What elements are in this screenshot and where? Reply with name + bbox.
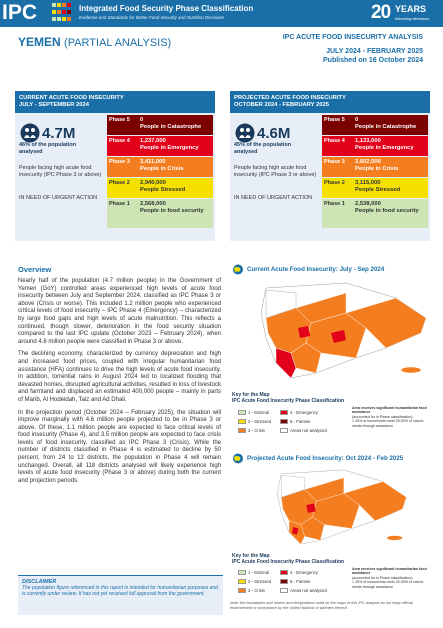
phase-label: Phase 5 — [107, 115, 137, 135]
phase-label: Phase 2 — [322, 178, 352, 198]
legend-item: 2 - Stressed — [238, 419, 271, 424]
people-icon — [235, 123, 255, 143]
legend-item: Areas not analyzed — [280, 428, 327, 433]
ipc-logo: IPC — [2, 1, 38, 24]
projected-map — [236, 466, 436, 552]
header-subtitle: Evidence and Standards for Better Food Security and Nutrition Decisions — [79, 15, 225, 20]
projected-total: 4.6M — [257, 125, 291, 142]
phase-row — [322, 199, 428, 228]
current-total: 4.7M — [42, 125, 76, 142]
disclaimer-title: DISCLAIMER — [22, 579, 57, 585]
phase-value: 2,538,000 People in food security — [352, 199, 428, 228]
people-icon — [20, 123, 40, 143]
globe-icon — [232, 264, 244, 275]
phase-row — [107, 199, 213, 228]
20-years-badge — [371, 2, 437, 26]
current-key-title: Key for the Map IPC Acute Food Insecurity Phase Classification — [232, 392, 345, 404]
legend-item: 1 - Minimal — [238, 570, 269, 575]
phase-row — [107, 136, 213, 156]
current-desc: People facing high acute food insecurity (IPC Phase 3 or above) — [19, 165, 102, 178]
projected-heading-line2: OCTOBER 2024 - FEBRUARY 2025 — [234, 102, 329, 108]
years-subtitle: informing decisions — [395, 16, 430, 21]
projected-panel-body — [230, 113, 430, 241]
projected-phases — [322, 115, 428, 229]
legend-item: 5 - Famine — [280, 419, 311, 424]
current-panel-heading — [15, 93, 215, 113]
projected-key-title: Key for the Map IPC Acute Food Insecurity Phase Classification — [232, 553, 345, 565]
legend-item: 3 - Crisis — [238, 428, 265, 433]
country-title — [18, 35, 171, 49]
projected-heading-line1: PROJECTED ACUTE FOOD INSECURITY — [234, 95, 346, 101]
legend-item: 1 - Minimal — [238, 410, 269, 415]
phase-row — [322, 178, 428, 198]
phase-label: Phase 3 — [107, 157, 137, 177]
phase-row — [322, 157, 428, 177]
current-need: IN NEED OF URGENT ACTION — [19, 195, 98, 201]
phase-value: 3,115,000 People Stressed — [352, 178, 428, 198]
projected-legend-note: Area receives significant humanitarian food assistance (accounted for in Phase classification) > 25% of households meet 25-50% of caloric needs through assistance — [352, 567, 427, 589]
legend-item: Areas not analyzed — [280, 588, 327, 593]
phase-value: 0 People in Catastrophe — [137, 115, 213, 135]
projected-map-title: Projected Acute Food Insecurity: Oct 2024 - Feb 2025 — [247, 455, 404, 462]
phase-value: 2,568,000 People in food security — [137, 199, 213, 228]
published-date: Published on 16 October 2024 — [323, 57, 423, 64]
map-note: Note: the boundaries and names and designations used on the maps of this IPC analysis do not imply official endorsement or acceptance by the United Nations or partners thereof. — [230, 601, 413, 610]
phase-value: 0 People in Catastrophe — [352, 115, 428, 135]
analysis-period: JULY 2024 - FEBRUARY 2025 — [326, 48, 423, 55]
phase-row — [107, 178, 213, 198]
current-map-title: Current Acute Food Insecurity: July - Sep 2024 — [247, 266, 385, 273]
overview-paragraph-2: The declining economy, characterized by currency depreciation and high and increased food prices, coupled with irregular humanitarian food assistance (HFA) continues to drive the high levels of acute food insecurity. In addition, torrential rains in August 2024 led to localized flooding that devasted homes, disrupted agricultural activities, resulted in loss of livestock and farmland and displaced an estimated 400,000 people – mainly in parts of Marib, Al Hodeidah, Taiz and Ad Dhali. — [18, 351, 221, 403]
current-heading-line2: JULY - SEPTEMBER 2024 — [19, 102, 89, 108]
current-legend-note: Area receives significant humanitarian food assistance (accounted for in Phase classification) > 25% of households meet 25-50% of caloric needs through assistance — [352, 406, 427, 428]
current-pct: 46% of the population analysed — [19, 142, 77, 155]
phase-label: Phase 4 — [107, 136, 137, 156]
years-word: YEARS — [395, 4, 427, 14]
header-bar — [0, 0, 443, 27]
disclaimer-text: The population figure referenced in this report is intended for humanitarian purposes and is currently under review. It has not yet received full approval from the government. — [22, 585, 218, 597]
phase-label: Phase 5 — [322, 115, 352, 135]
phase-value: 1,237,000 People in Emergency — [137, 136, 213, 156]
current-panel-body — [15, 113, 215, 241]
phase-row — [107, 157, 213, 177]
phase-label: Phase 3 — [322, 157, 352, 177]
current-map — [236, 278, 436, 388]
overview-text — [18, 278, 221, 490]
current-panel — [15, 91, 215, 241]
overview-heading: Overview — [18, 265, 52, 274]
country-name: YEMEN — [18, 35, 61, 49]
phase-label: Phase 1 — [107, 199, 137, 228]
phase-label: Phase 2 — [107, 178, 137, 198]
projected-pct: 45% of the population analysed — [234, 142, 292, 155]
phase-label: Phase 4 — [322, 136, 352, 156]
phase-value: 3,502,000 People in Crisis — [352, 157, 428, 177]
legend-item: 2 - Stressed — [238, 579, 271, 584]
current-phases — [107, 115, 213, 229]
projected-need: IN NEED OF URGENT ACTION — [234, 195, 313, 201]
phase-row — [322, 115, 428, 135]
years-number: 20 — [371, 2, 391, 23]
phase-value: 2,940,000 People Stressed — [137, 178, 213, 198]
phase-row — [107, 115, 213, 135]
phase-value: 1,133,000 People in Emergency — [352, 136, 428, 156]
food-squares-icon — [52, 3, 74, 23]
overview-paragraph-3: In the projection period (October 2024 – February 2025), the situation will improve marginally with 4.6 million people projected to be in Phase 3 or above. Of these, 1.1 million people are expected to face critical levels of food insecurity (Phase 4), and 3.5 million people are expected to face crisis levels of food insecurity, classified as IPC Phase 3 (Crisis). While the number of districts classified in Phase 4 is estimated to decline by 50 percent, from 24 to 12 districts, the population in Phase 4 will remain unchanged. Overall, all 118 districts analysed will likely experience high levels of acute food insecurity (Phase 3 or above) during both the current and projection periods. — [18, 409, 221, 484]
analysis-scope: (PARTIAL ANALYSIS) — [64, 37, 172, 49]
legend-item: 5 - Famine — [280, 579, 311, 584]
projected-desc: People facing high acute food insecurity (IPC Phase 3 or above) — [234, 165, 317, 178]
phase-value: 3,411,000 People in Crisis — [137, 157, 213, 177]
legend-item: 3 - Crisis — [238, 588, 265, 593]
header-title: Integrated Food Security Phase Classification — [79, 4, 254, 13]
projected-panel — [230, 91, 430, 241]
disclaimer-box — [18, 575, 223, 615]
globe-icon — [232, 453, 244, 464]
overview-paragraph-1: Nearly half of the population (4.7 million people) in the Government of Yemen (GoY) controlled areas experienced high levels of acute food insecurity between July and September 2024, classified as IPC Phase 3 or above (Crisis or worse). This included 1.2 million people who experienced critical levels of food insecurity – IPC Phase 4 (Emergency) – characterized by large food gaps and high levels of acute malnutrition. This reflects a continued, though slower, deterioration in the food security situation compared to the last IPC update (October 2023 – February 2024), when around 4.6 million people were classified in Phase 3 or above. — [18, 278, 221, 345]
legend-item: 4 - Emergency — [280, 410, 318, 415]
legend-item: 4 - Emergency — [280, 570, 318, 575]
current-heading-line1: CURRENT ACUTE FOOD INSECURITY — [19, 95, 124, 101]
phase-label: Phase 1 — [322, 199, 352, 228]
phase-row — [322, 136, 428, 156]
analysis-title: IPC ACUTE FOOD INSECURITY ANALYSIS — [282, 34, 423, 41]
projected-panel-heading — [230, 93, 430, 113]
